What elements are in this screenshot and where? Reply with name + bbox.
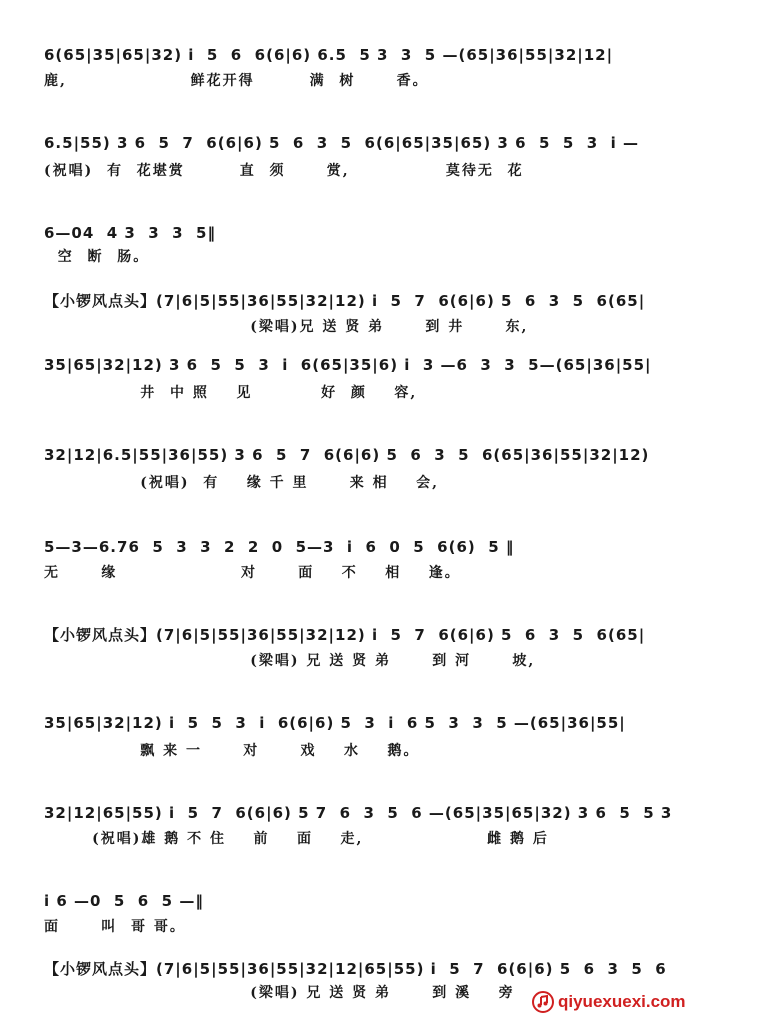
watermark-text: qiyuexuexi.com xyxy=(558,992,686,1011)
lyrics-line: (祝唱)雄 鹅 不 住 前 面 走, 雌 鹅 后 xyxy=(44,831,549,847)
notation-line: 35|65|32|12) 3 6 5 5 3 i 6(65|35|6) i 3 —6 3 3 5—(65|36|55| xyxy=(44,356,652,374)
notation-line: i 6 —0 5 6 5 —‖ xyxy=(44,892,204,910)
site-watermark xyxy=(532,988,752,1016)
notation-line: 5—3—6.76 5 3 3 2 2 0 5—3 i 6 0 5 6(6) 5 ‖ xyxy=(44,538,515,556)
notation-line: 32|12|65|55) i 5 7 6(6|6) 5 7 6 3 5 6 —(65|35|65|32) 3 6 5 5 3 xyxy=(44,804,673,822)
music-note-icon xyxy=(532,991,554,1013)
lyrics-line: (梁唱) 兄 送 贤 弟 到 河 坡, xyxy=(44,653,536,669)
notation-line: 【小锣风点头】(7|6|5|55|36|55|32|12|65|55) i 5 7 6(6|6) 5 6 3 5 6 xyxy=(44,960,667,978)
lyrics-line: (祝唱) 有 花堪赏 直 须 赏, 莫待无 花 xyxy=(44,163,524,179)
notation-line: 6.5|55) 3 6 5 7 6(6|6) 5 6 3 5 6(6|65|35|65) 3 6 5 5 3 i — xyxy=(44,134,639,152)
notation-line: 6(65|35|65|32) i 5 6 6(6|6) 6.5 5 3 3 5 —(65|36|55|32|12| xyxy=(44,46,614,64)
notation-line: 【小锣风点头】(7|6|5|55|36|55|32|12) i 5 7 6(6|6) 5 6 3 5 6(65| xyxy=(44,626,646,644)
lyrics-line: (梁唱) 兄 送 贤 弟 到 溪 旁 xyxy=(44,985,515,1001)
notation-line: 6—04 4 3 3 3 5‖ xyxy=(44,224,216,242)
notation-line: 35|65|32|12) i 5 5 3 i 6(6|6) 5 3 i 6 5 3 3 5 —(65|36|55| xyxy=(44,714,626,732)
lyrics-line: 鹿, 鲜花开得 满 树 香。 xyxy=(44,73,429,89)
lyrics-line: 井 中 照 见 好 颜 容, xyxy=(44,385,418,401)
lyrics-line: 空 断 肠。 xyxy=(44,249,150,265)
lyrics-line: 面 叫 哥 哥。 xyxy=(44,919,186,935)
lyrics-line: (祝唱) 有 缘 千 里 来 相 会, xyxy=(44,475,439,491)
lyrics-line: (梁唱)兄 送 贤 弟 到 井 东, xyxy=(44,319,529,335)
lyrics-line: 飘 来 一 对 戏 水 鹅。 xyxy=(44,743,420,759)
lyrics-line: 无 缘 对 面 不 相 逢。 xyxy=(44,565,461,581)
notation-line: 【小锣风点头】(7|6|5|55|36|55|32|12) i 5 7 6(6|6) 5 6 3 5 6(65| xyxy=(44,292,646,310)
notation-line: 32|12|6.5|55|36|55) 3 6 5 7 6(6|6) 5 6 3 5 6(65|36|55|32|12) xyxy=(44,446,650,464)
